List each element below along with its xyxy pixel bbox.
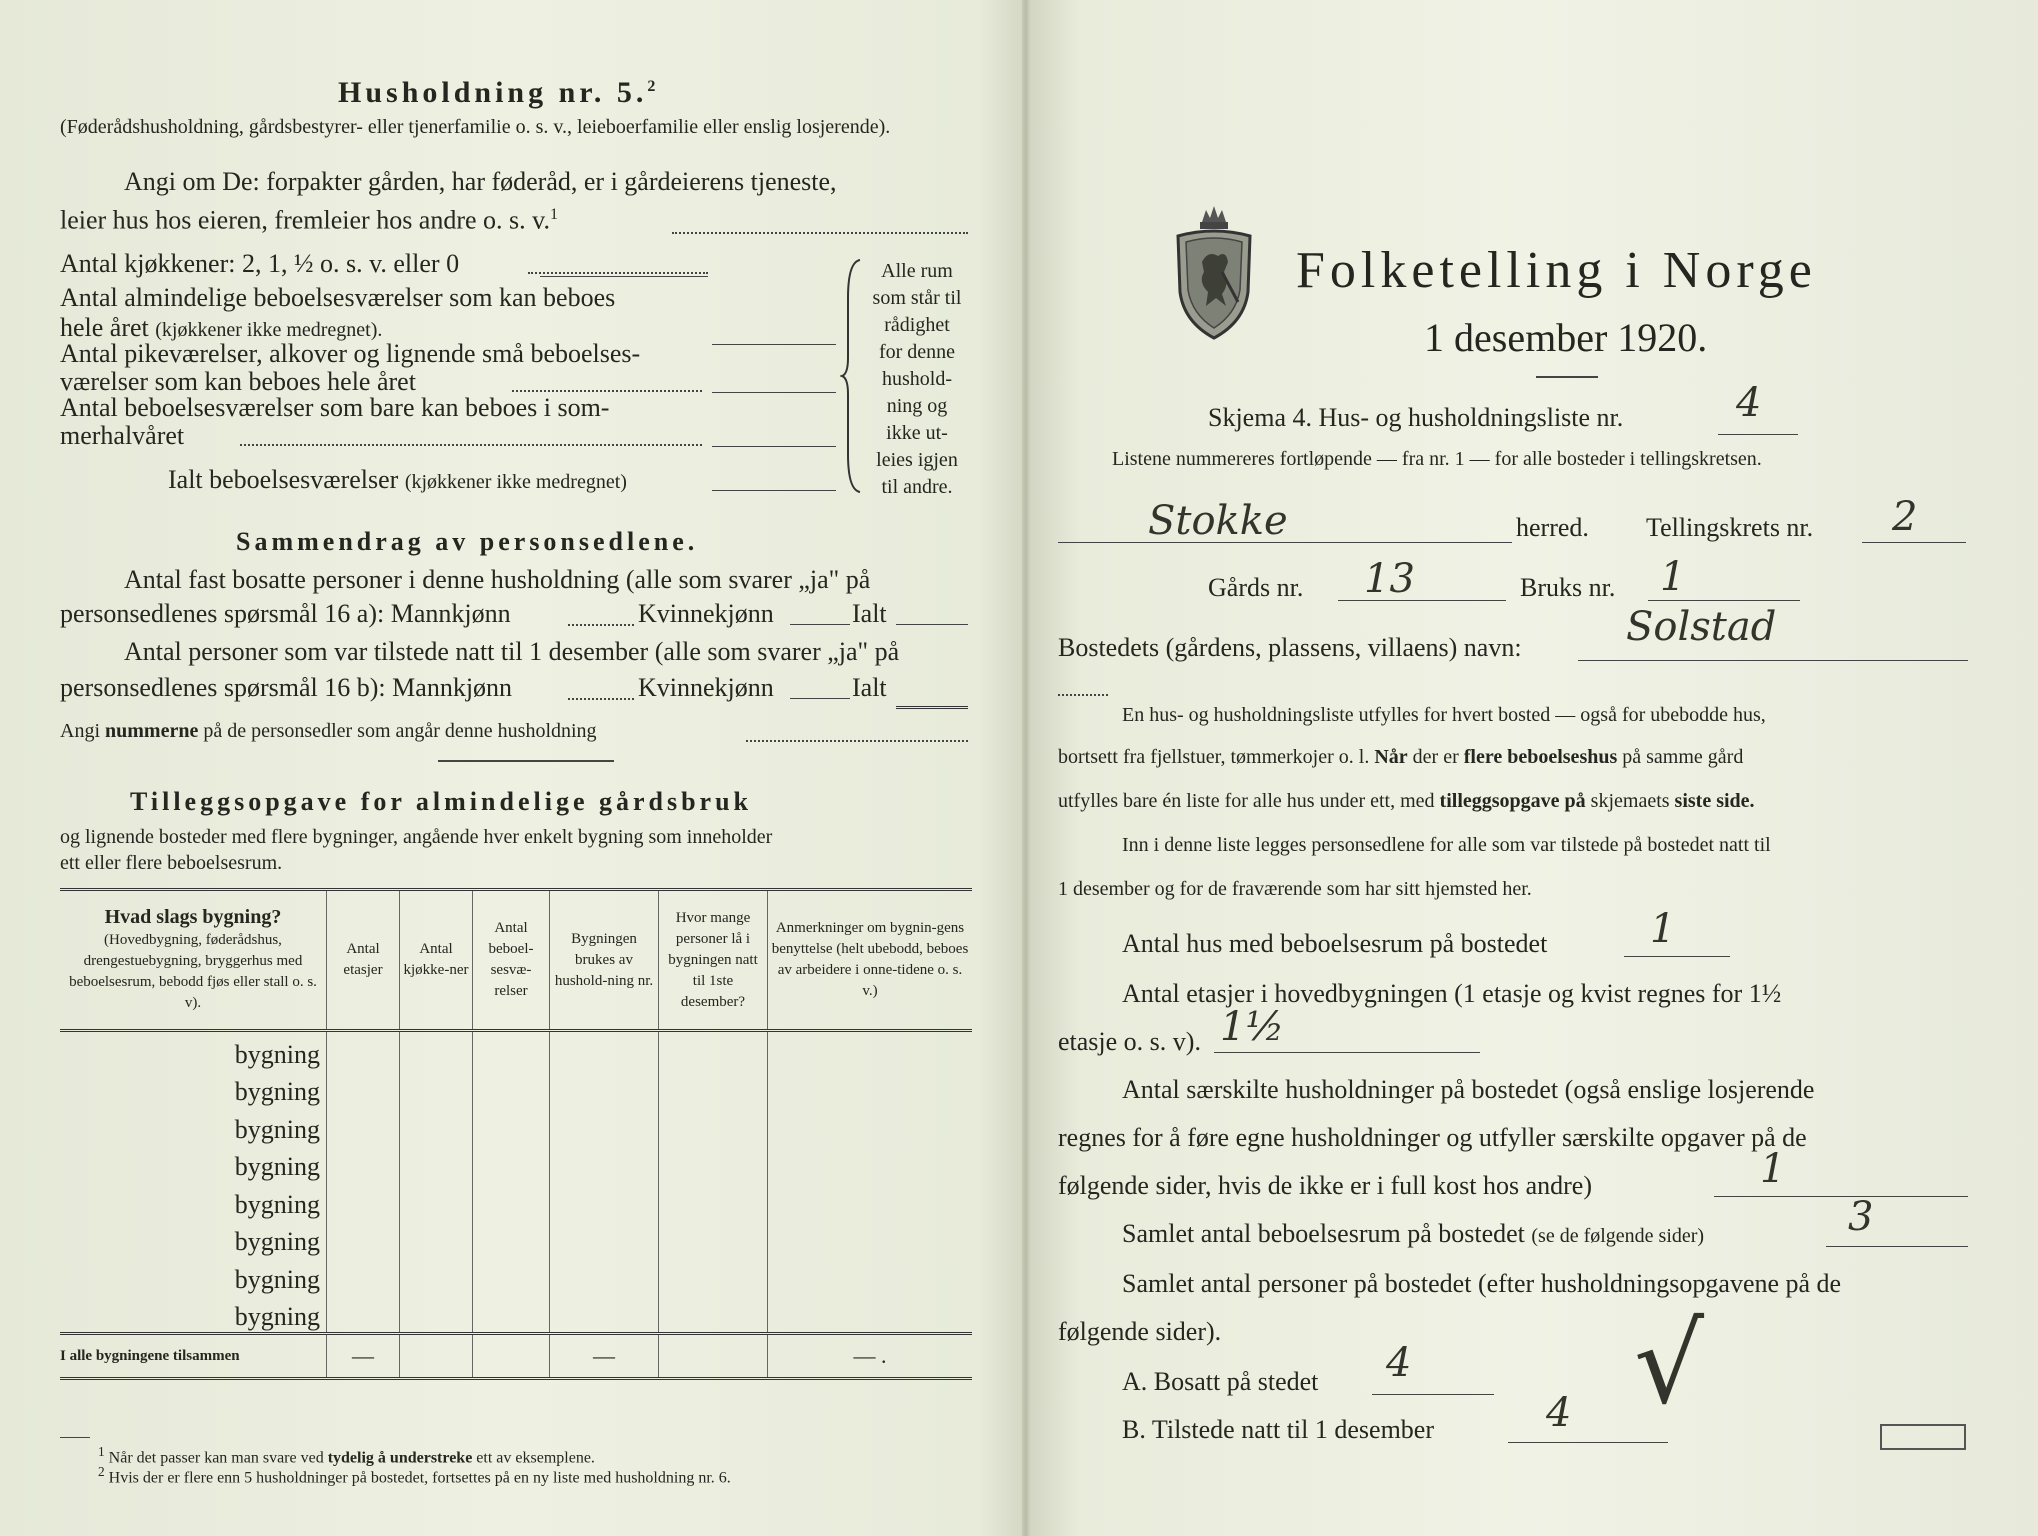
instruction-3: utfylles bare én liste for alle hus under ett, med tilleggsopgave på skjemaets siste side.: [1058, 790, 1755, 812]
header-kjokkener: Antal kjøkke-ner: [400, 890, 473, 1031]
building-row-cell: [550, 1031, 659, 1070]
herred-value: Stokke: [1148, 498, 1288, 544]
building-row-label: bygning: [60, 1295, 327, 1334]
bruks-answer-line: [1648, 600, 1800, 601]
antal-hus-answer-line: [1624, 956, 1730, 957]
building-row-cell: [400, 1295, 473, 1334]
header-building-type: Hvad slags bygning? (Hovedbygning, føderådshus, drengestuebygning, bryggerhus med beboelsesrum, bebodd fjøs eller stall o. s. v).: [60, 890, 327, 1031]
sammendrag-heading: Sammendrag av personsedlene.: [236, 527, 699, 556]
instruction-4: Inn i denne liste legges personsedlene for alle som var tilstede på bostedet natt til: [1122, 834, 1771, 856]
building-row-cell: [327, 1220, 400, 1258]
coat-of-arms-icon: [1172, 202, 1256, 342]
divider-dots: [1058, 694, 1108, 696]
building-row-cell: [550, 1257, 659, 1295]
brace-note: [862, 258, 972, 501]
fast-mann-answer: [568, 624, 634, 626]
skjema-answer-line: [1718, 434, 1798, 435]
brace-note-line: som står til: [872, 287, 962, 309]
nummerne-answer: [746, 740, 968, 742]
building-row-cell: [473, 1145, 550, 1183]
etasjer-line-1: Antal etasjer i hovedbygningen (1 etasje og kvist regnes for 1½: [1122, 979, 1782, 1008]
form-date: 1 desember 1920.: [1424, 315, 1708, 360]
saerskilte-line-2: regnes for å føre egne husholdninger og utfyller særskilte opgaver på de: [1058, 1123, 1807, 1152]
pike-label-2: værelser som kan beboes hele året: [60, 367, 416, 396]
pike-dots: [512, 390, 702, 392]
numbering-note: Listene nummereres fortløpende — fra nr. 1 — for alle bosteder i tellingskretsen.: [1112, 448, 1762, 470]
tillegg-sub-1: og lignende bosteder med flere bygninger, angående hver enkelt bygning som inneholder: [60, 826, 773, 848]
building-row-cell: [659, 1070, 768, 1108]
gards-label: Gårds nr.: [1208, 573, 1304, 602]
building-row-cell: [327, 1145, 400, 1183]
header-husholdning-nr: Bygningen brukes av hushold-ning nr.: [550, 890, 659, 1031]
instruction-1: En hus- og husholdningsliste utfylles for hvert bosted — også for ubebodde hus,: [1122, 704, 1766, 726]
header-anmerkninger: Anmerkninger om bygnin-gens benyttelse (helt ubebodd, beboes av arbeidere i onne-tidene o. s. v.): [768, 890, 973, 1031]
building-row-cell: [659, 1107, 768, 1145]
brace-note-line: for denne: [878, 341, 956, 363]
sommer-dots: [240, 444, 702, 446]
building-row-cell: [327, 1031, 400, 1070]
building-row-cell: [659, 1220, 768, 1258]
tilstede-mann-answer: [568, 698, 634, 700]
building-row-cell: [768, 1145, 973, 1183]
building-row: [60, 1220, 972, 1258]
etasjer-line-2: etasje o. s. v).: [1058, 1027, 1201, 1056]
building-row: [60, 1031, 972, 1070]
building-row-label: bygning: [60, 1031, 327, 1070]
pike-answer: [712, 392, 836, 393]
building-row-cell: [659, 1257, 768, 1295]
total-cell: [473, 1334, 550, 1379]
antal-hus-label: Antal hus med beboelsesrum på bostedet: [1122, 929, 1548, 958]
pike-label-1: Antal pikeværelser, alkover og lignende små beboelses-: [60, 339, 641, 368]
building-row-cell: [400, 1182, 473, 1220]
fast-ialt-label: Ialt: [852, 599, 887, 628]
tilstede-label: B. Tilstede natt til 1 desember: [1122, 1415, 1434, 1444]
sommer-label-2: merhalvåret: [60, 421, 185, 450]
bosatt-value: 4: [1386, 1340, 1412, 1386]
bosatt-answer-line: [1372, 1394, 1494, 1395]
building-row-cell: [400, 1107, 473, 1145]
antal-hus-value: 1: [1650, 906, 1676, 952]
tillegg-heading: Tilleggsopgave for almindelige gårdsbruk: [130, 787, 753, 816]
bruks-label: Bruks nr.: [1520, 573, 1616, 602]
building-row-cell: [550, 1070, 659, 1108]
bosted-label: Bostedets (gårdens, plassens, villaens) navn:: [1058, 633, 1522, 662]
building-row: [60, 1295, 972, 1334]
building-row-cell: [550, 1220, 659, 1258]
building-row-cell: [473, 1070, 550, 1108]
total-cell: —: [550, 1334, 659, 1379]
almindelige-label-2: hele året (kjøkkener ikke medregnet).: [60, 313, 383, 342]
fast-line-1: Antal fast bosatte personer i denne husholdning (alle som svarer „ja" på: [124, 565, 871, 594]
building-row-cell: [473, 1107, 550, 1145]
building-row-cell: [768, 1257, 973, 1295]
building-row-label: bygning: [60, 1182, 327, 1220]
samlet-personer-line-2: følgende sider).: [1058, 1317, 1222, 1346]
building-row-cell: [659, 1295, 768, 1334]
angi-line-1: Angi om De: forpakter gården, har føderåd, er i gårdeierens tjeneste,: [124, 167, 837, 196]
almindelige-label-1: Antal almindelige beboelsesværelser som kan beboes: [60, 283, 616, 312]
total-cell: — .: [768, 1334, 973, 1379]
page-fold: [1022, 0, 1030, 1536]
tilstede-kvinne-answer: [790, 698, 850, 699]
saerskilte-line-3: følgende sider, hvis de ikke er i full kost hos andre): [1058, 1171, 1592, 1200]
samlet-rum-label: Samlet antal beboelsesrum på bostedet (se de følgende sider): [1122, 1219, 1705, 1248]
brace-icon: [840, 258, 864, 494]
tilstede-answer-line: [1508, 1442, 1668, 1443]
samlet-rum-value: 3: [1848, 1194, 1874, 1240]
brace-note-line: ikke ut-: [886, 422, 948, 444]
header-beboelsesvaerelser: Antal beboel-sesvæ-relser: [473, 890, 550, 1031]
header-etasjer: Antal etasjer: [327, 890, 400, 1031]
gards-value: 13: [1364, 556, 1415, 602]
angi-answer-line: [672, 232, 968, 234]
building-row-label: bygning: [60, 1257, 327, 1295]
nummerne-label: Angi nummerne på de personsedler som angår denne husholdning: [60, 720, 597, 742]
form-title: Folketelling i Norge: [1296, 242, 1817, 299]
building-row-cell: [473, 1031, 550, 1070]
kjokkener-dots: [528, 272, 708, 274]
building-row-cell: [550, 1145, 659, 1183]
tilstede-value: 4: [1546, 1390, 1572, 1436]
building-table: [60, 888, 972, 1380]
household-title: Husholdning nr. 5.$^2$: [338, 76, 660, 109]
building-row-cell: [550, 1295, 659, 1334]
tellingskrets-value: 2: [1892, 494, 1918, 540]
printer-stamp: [1880, 1424, 1966, 1450]
kjokkener-label: Antal kjøkkener: 2, 1, ½ o. s. v. eller 0: [60, 249, 460, 278]
building-row-cell: [400, 1070, 473, 1108]
brace-note-line: Alle rum: [881, 260, 953, 282]
building-row-cell: [768, 1070, 973, 1108]
section-divider: [438, 760, 614, 762]
date-underline: [1536, 376, 1598, 378]
total-cell: [659, 1334, 768, 1379]
total-cell: —: [327, 1334, 400, 1379]
ialt-rooms-label: Ialt beboelsesværelser (kjøkkener ikke medregnet): [168, 465, 627, 494]
household-intro: (Føderådshusholdning, gårdsbestyrer- eller tjenerfamilie o. s. v., leieboerfamilie eller enslig losjerende).: [60, 116, 891, 138]
brace-note-line: ning og: [886, 395, 948, 417]
herred-label: herred.: [1516, 513, 1589, 542]
tilstede-ialt-label: Ialt: [852, 673, 887, 702]
samlet-personer-line-1: Samlet antal personer på bostedet (efter husholdningsopgavene på de: [1122, 1269, 1842, 1298]
building-row: [60, 1145, 972, 1183]
tilstede-kvinne-label: Kvinnekjønn: [638, 673, 774, 702]
saerskilte-answer-line: [1714, 1196, 1968, 1197]
building-table-header: [60, 890, 972, 1031]
saerskilte-value: 1: [1760, 1146, 1786, 1192]
tilstede-line-1: Antal personer som var tilstede natt til 1 desember (alle som svarer „ja" på: [124, 637, 900, 666]
instruction-5: 1 desember og for de fraværende som har sitt hjemsted her.: [1058, 878, 1532, 900]
building-row-cell: [327, 1257, 400, 1295]
etasjer-value: 1½: [1220, 1004, 1285, 1050]
building-row-cell: [659, 1182, 768, 1220]
brace-note-line: rådighet: [884, 314, 950, 336]
building-row-label: bygning: [60, 1145, 327, 1183]
skjema-value: 4: [1736, 380, 1762, 426]
building-row-cell: [768, 1031, 973, 1070]
brace-note-line: hushold-: [882, 368, 952, 390]
building-row-cell: [550, 1182, 659, 1220]
building-row-cell: [400, 1257, 473, 1295]
building-row-cell: [400, 1220, 473, 1258]
bruks-value: 1: [1660, 554, 1686, 600]
building-row-cell: [659, 1145, 768, 1183]
angi-line-2: leier hus hos eieren, fremleier hos andre o. s. v.$^1$: [60, 205, 558, 235]
fast-kvinne-answer: [790, 624, 850, 625]
sommer-label-1: Antal beboelsesværelser som bare kan beboes i som-: [60, 393, 610, 422]
bosatt-label: A. Bosatt på stedet: [1122, 1367, 1319, 1396]
building-row-cell: [327, 1070, 400, 1108]
ialt-rooms-answer: [712, 490, 836, 491]
building-row: [60, 1070, 972, 1108]
skjema-label: Skjema 4. Hus- og husholdningsliste nr.: [1208, 403, 1624, 432]
building-row-cell: [473, 1257, 550, 1295]
building-row-cell: [768, 1107, 973, 1145]
building-row-label: bygning: [60, 1220, 327, 1258]
tellingskrets-answer-line: [1862, 542, 1966, 543]
total-row: [60, 1334, 972, 1379]
building-row-cell: [473, 1220, 550, 1258]
total-cell: [400, 1334, 473, 1379]
building-row-cell: [473, 1295, 550, 1334]
instruction-2: bortsett fra fjellstuer, tømmerkojer o. l. Når der er flere beboelseshus på samme gård: [1058, 746, 1744, 768]
building-row-cell: [768, 1182, 973, 1220]
building-row-cell: [768, 1220, 973, 1258]
almindelige-answer: [712, 344, 836, 345]
tilstede-line-2: personsedlenes spørsmål 16 b): Mannkjønn: [60, 673, 513, 702]
check-mark: √: [1634, 1300, 1705, 1428]
sommer-answer: [712, 446, 836, 447]
building-row-cell: [327, 1295, 400, 1334]
kjokkener-answer: [540, 276, 708, 277]
bosted-value: Solstad: [1626, 604, 1777, 650]
building-row: [60, 1182, 972, 1220]
samlet-rum-answer-line: [1826, 1246, 1968, 1247]
building-row-cell: [327, 1107, 400, 1145]
tillegg-sub-2: ett eller flere beboelsesrum.: [60, 852, 283, 874]
footnote-1: $^1$ Når det passer kan man svare ved tydelig å understreke ett av eksemplene.: [98, 1444, 595, 1467]
building-row-cell: [550, 1107, 659, 1145]
building-row-cell: [400, 1145, 473, 1183]
building-row-cell: [473, 1182, 550, 1220]
fast-kvinne-label: Kvinnekjønn: [638, 599, 774, 628]
building-row-label: bygning: [60, 1070, 327, 1108]
building-row: [60, 1107, 972, 1145]
brace-note-line: til andre.: [881, 476, 953, 498]
saerskilte-line-1: Antal særskilte husholdninger på bostedet (også enslige losjerende: [1122, 1075, 1815, 1104]
tellingskrets-label: Tellingskrets nr.: [1646, 513, 1814, 542]
building-row-cell: [400, 1031, 473, 1070]
brace-note-line: leies igjen: [876, 449, 958, 471]
fast-ialt-answer: [896, 624, 968, 625]
building-row-cell: [327, 1182, 400, 1220]
header-personer: Hvor mange personer lå i bygningen natt til 1ste desember?: [659, 890, 768, 1031]
building-row: [60, 1257, 972, 1295]
tilstede-ialt-answer: [896, 706, 968, 709]
total-label: I alle bygningene tilsammen: [60, 1334, 327, 1379]
fast-line-2: personsedlenes spørsmål 16 a): Mannkjønn: [60, 599, 511, 628]
building-table-body: [60, 1031, 972, 1379]
footnote-rule: [60, 1437, 90, 1438]
building-row-label: bygning: [60, 1107, 327, 1145]
building-row-cell: [768, 1295, 973, 1334]
etasjer-answer-line: [1214, 1052, 1480, 1053]
bosted-answer-line: [1578, 660, 1968, 661]
building-row-cell: [659, 1031, 768, 1070]
footnote-2: $^2$ Hvis der er flere enn 5 husholdninger på bostedet, fortsettes på en ny liste med husholdning nr. 6.: [98, 1464, 731, 1487]
